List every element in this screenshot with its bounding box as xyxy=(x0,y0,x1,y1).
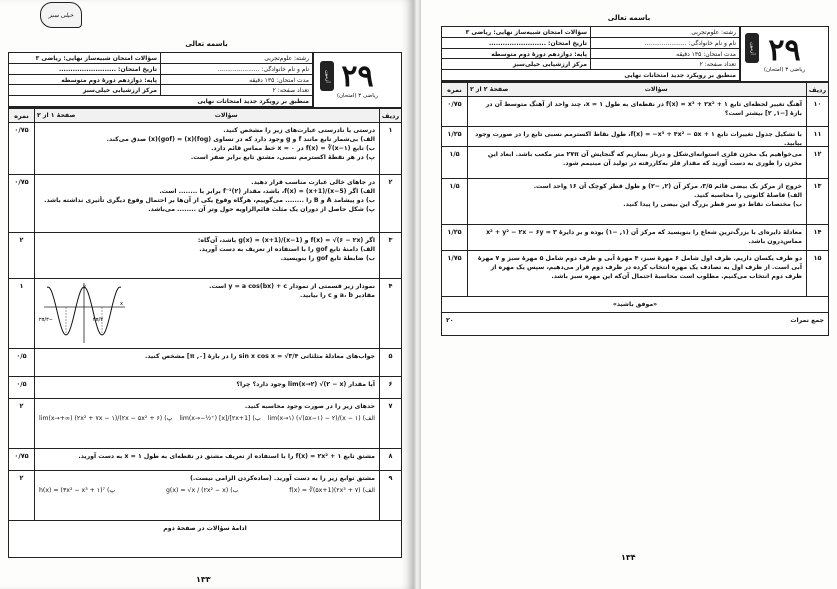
question-line: مقادیر a، b و c را بیابید. xyxy=(300,292,375,299)
header-cell: تعداد صفحه: ۲ xyxy=(161,85,313,96)
question-score: ۲ xyxy=(9,399,35,448)
question-number: ۲ xyxy=(379,175,401,232)
question-line: آهنگ تغییر لحظه‌ای تابع f(x) = x³ + ۲x² + ۱ در نقطه‌ای به طول x = ۱، چند واحد از آهنگ متوسط آن در بازهٔ [−۱, ۲] بیشتر است؟ xyxy=(485,101,802,117)
question-line: در جاهای خالی عبارت مناسب قرار دهید. xyxy=(251,179,375,186)
question-line: الف) فاصلهٔ کانونی را محاسبه کنید. xyxy=(694,192,802,199)
col-score-header: نمره xyxy=(9,109,35,122)
question-line: با تشکیل جدول تغییرات تابع f(x) = −x³ + ۴x² − ۵x + ۱، طول نقاط اکسترمم نسبی تابع را در صورت وجود بیابید. xyxy=(475,131,802,146)
azmoon-tag: آزمون xyxy=(320,61,334,91)
header-cell: پایه: دوازدهم دورهٔ دوم متوسطه xyxy=(9,75,161,86)
question-line: مشتق تابع f(x) = ۲x² + ۱ را با استفاده از تعریف مشتق در نقطه‌ای به طول ۱ = x به دست آورید. xyxy=(78,453,375,460)
question-text xyxy=(35,123,379,174)
question-row xyxy=(442,147,828,179)
question-text xyxy=(468,225,806,250)
question-score: ۰/۵ xyxy=(9,349,35,376)
question-number: ۱ xyxy=(379,123,401,174)
question-text xyxy=(35,175,379,232)
exam-number: ۲۹ xyxy=(768,32,801,68)
left-page xyxy=(0,0,413,589)
question-row xyxy=(9,233,401,279)
question-line: الف) بی‌شمار تابع مانند f و g وجود دارد که در تساوی (fog)(x) = (gof)(x) صدق می‌کند. xyxy=(106,136,375,143)
question-row xyxy=(442,97,828,127)
table-head-row xyxy=(9,109,401,123)
question-score: ۱/۵ xyxy=(442,147,468,178)
question-text xyxy=(35,377,379,398)
question-score: ۱ xyxy=(9,279,35,348)
question-line: آیا مقدار lim(x→۲) √(۲ − x) وجود دارد؟ چرا؟ xyxy=(236,381,375,388)
question-row xyxy=(9,123,401,175)
question-text xyxy=(468,179,806,224)
question-line: اگر f(x) = √(۶ − ۲x) و g(x) = (x+1)/(x−1) باشد، آن‌گاه: xyxy=(197,237,375,244)
header-cell: سؤالات امتحان شبیه‌ساز نهایی: ریاضی ۳ xyxy=(9,53,161,64)
bismillah: باسمه تعالی xyxy=(185,40,228,48)
exam-header xyxy=(441,26,829,82)
tick-label: ۲π/۳ xyxy=(92,317,103,323)
right-page xyxy=(421,0,837,589)
total-value: ۲۰ xyxy=(446,317,454,324)
question-line: مشتق توابع زیر را به دست آورید. (ساده‌کردن الزامی نیست.) xyxy=(190,475,375,482)
good-luck-note: «موفق باشید» xyxy=(612,301,658,308)
question-text xyxy=(468,97,806,126)
col-question-header xyxy=(35,109,379,122)
cosine-graph xyxy=(39,281,129,345)
header-cell: تاریخ امتحان: ......................... xyxy=(442,38,591,49)
question-number: ۱۳ xyxy=(806,179,828,224)
page-number: ۱۳۴ xyxy=(621,553,636,562)
header-grid xyxy=(442,27,740,81)
question-score: ۱/۲۵ xyxy=(442,127,468,146)
formula-row xyxy=(39,414,375,423)
question-number: ۵ xyxy=(379,349,401,376)
question-line: الف) دامنهٔ تابع gof را با استفاده از تعریف به دست آورید. xyxy=(199,246,375,253)
exam-number: ۲۹ xyxy=(341,58,374,94)
header-cell: سؤالات امتحان شبیه‌ساز نهایی: ریاضی ۳ xyxy=(442,27,591,38)
question-number: ۷ xyxy=(379,399,401,448)
formula-item: پ) h(x) = (۳x² − x³ + ۱)⁷ xyxy=(39,487,116,494)
question-score: ۰/۷۵ xyxy=(9,175,35,232)
header-cell: مرکز ارزشیابی خیلی‌سبز xyxy=(9,85,161,96)
question-text xyxy=(468,127,806,146)
question-line: نمودار زیر قسمتی از نمودار y = a cos(bx) + c است. xyxy=(209,283,375,290)
question-line: ب) ضابطهٔ تابع gof را بنویسید. xyxy=(280,255,375,262)
question-number: ۱۰ xyxy=(806,97,828,126)
header-footer: منطبق بر رویکرد جدید امتحانات نهایی xyxy=(9,96,313,107)
question-row xyxy=(442,127,828,147)
question-row xyxy=(9,399,401,449)
question-text xyxy=(35,471,379,520)
question-score: ۲ xyxy=(9,233,35,278)
question-row xyxy=(9,377,401,399)
total-cell xyxy=(442,313,828,328)
header-grid xyxy=(9,53,313,107)
page-indicator: صفحهٔ ۱ از ۲ xyxy=(37,112,76,119)
col-score-header: نمره xyxy=(442,83,468,96)
book-gutter xyxy=(413,0,421,589)
question-text xyxy=(35,399,379,448)
header-cell: نام و نام خانوادگی: ...................... xyxy=(591,38,740,49)
publisher-logo: خیلی سبز xyxy=(40,2,82,28)
question-number: ۹ xyxy=(379,471,401,520)
formula-item: ب) lim(x→−½⁺) [x]/[۲x+1] xyxy=(179,415,261,422)
question-line: پ) شکل حاصل از دوران یک مثلث قائم‌الزاویه حول وتر آن ........ می‌باشد. xyxy=(148,206,375,213)
questions-title: سؤالات xyxy=(644,86,668,93)
question-number: ۳ xyxy=(379,233,401,278)
question-text xyxy=(35,233,379,278)
question-row xyxy=(442,225,828,251)
question-score: ۱/۵ xyxy=(442,179,468,224)
col-question-header xyxy=(468,83,806,96)
question-row xyxy=(442,251,828,297)
col-no-header: ردیف xyxy=(806,83,828,96)
question-row xyxy=(9,279,401,349)
question-number: ۱۴ xyxy=(806,225,828,250)
question-line: ب) مختصات نقاط دو سر قطر بزرگ این بیضی را پیدا کنید. xyxy=(623,201,802,208)
y-axis-label: y xyxy=(83,284,86,290)
table-head-row xyxy=(442,83,828,97)
question-row xyxy=(9,471,401,521)
question-text xyxy=(35,449,379,470)
question-line: خروج از مرکز یک بیضی قائم ۳/۵، مرکز آن (۲, −۲) و طول قطر کوچک آن ۱۶ واحد است. xyxy=(533,183,802,190)
header-cell: مرکز ارزشیابی خیلی‌سبز xyxy=(442,59,591,70)
formula-item: پ) lim(x→+∞) (۲x² + ۷x − ۱)/(۲x − ۵x² + ۶) xyxy=(39,415,173,422)
question-line: پ) در هر نقطهٔ اکسترمم نسبی، مشتق تابع برابر صفر است. xyxy=(190,154,375,161)
question-number: ۱۵ xyxy=(806,251,828,296)
question-text xyxy=(35,349,379,376)
exam-subject-tag: ریاضی ۳ (امتحان) xyxy=(763,66,806,73)
question-text xyxy=(468,147,806,178)
header-cell: رشته: علوم‌تجربی xyxy=(591,27,740,38)
question-line: درستی یا نادرستی عبارت‌های زیر را مشخص کنید. xyxy=(223,127,375,134)
header-cell: رشته: علوم‌تجربی xyxy=(161,53,313,64)
question-line: ب) تابع f(x) = ∛(x−۱) در x = ۰ خط مماس قائم دارد. xyxy=(211,145,375,152)
question-score: ۲ xyxy=(9,471,35,520)
col-no-header: ردیف xyxy=(379,109,401,122)
question-row xyxy=(442,179,828,225)
question-text xyxy=(468,251,806,296)
exam-number-box xyxy=(740,27,828,81)
bismillah: باسمه تعالی xyxy=(607,14,651,22)
formula-item: الف) lim(x→۱) (√(۵x−۱) − ۲)/(x − ۱) xyxy=(267,415,375,422)
total-label: جمع نمرات xyxy=(790,317,824,324)
continue-note: ادامهٔ سؤالات در صفحهٔ دوم xyxy=(163,525,247,532)
header-cell: تعداد صفحه: ۲ xyxy=(591,59,740,70)
header-cell: مدت امتحان: ۱۳۵ دقیقه xyxy=(591,49,740,60)
exam-number-box xyxy=(313,53,401,107)
header-cell: نام و نام خانوادگی: ...................... xyxy=(161,64,313,75)
question-line: الف) اگر f(x) = (x+1)/(x−5)، باشد، مقدار f⁻¹(۲) برابر با ........ است. xyxy=(159,188,375,195)
question-line: می‌خواهیم یک مخزن فلزی استوانه‌ای‌شکل و درباز بسازیم که گنجایش آن ۲۷π متر مکعب باشد. ابعاد این مخزن را طوری به دست آورید که مقدار فلز به‌کاررفته در تولید آن مینیمم شود. xyxy=(487,151,802,167)
exam-header xyxy=(8,52,402,108)
question-number: ۱۱ xyxy=(806,127,828,146)
header-cell: تاریخ امتحان: ......................... xyxy=(9,64,161,75)
question-row xyxy=(9,175,401,233)
exam-subject-tag: ریاضی ۳ (امتحان) xyxy=(336,92,379,99)
formula-item: ب) g(x) = √x / (۲x² − x) xyxy=(166,487,239,494)
wish-row xyxy=(442,297,828,313)
question-line: دو ظرف یکسان داریم. ظرف اول شامل ۶ مهرهٔ سبز، ۴ مهرهٔ آبی و ظرف دوم شامل ۵ مهرهٔ سبز و ۷ مهرهٔ آبی است. از ظرف اول به تصادف یک مهره انتخاب کرده در ظرف دوم قرار می‌دهیم، سپس یک مهره از ظرف دوم انتخاب می‌کنیم. مطلوب است محاسبهٔ احتمال آن‌که این مهره سبز باشد. xyxy=(477,255,802,280)
question-row xyxy=(9,349,401,377)
page-indicator: صفحهٔ ۲ از ۲ xyxy=(470,86,509,93)
x-axis-label: x xyxy=(120,301,123,307)
question-score: ۱/۲۵ xyxy=(442,225,468,250)
continue-row xyxy=(9,521,401,536)
tick-label: −۲π/۳ xyxy=(39,317,53,323)
question-score: ۰/۵ xyxy=(9,377,35,398)
question-line: حدهای زیر را در صورت وجود محاسبه کنید. xyxy=(244,403,375,410)
question-number: ۴ xyxy=(379,279,401,348)
question-score: ۰/۷۵ xyxy=(442,97,468,126)
question-score: ۱/۷۵ xyxy=(442,251,468,296)
total-row xyxy=(442,313,828,328)
question-number: ۶ xyxy=(379,377,401,398)
page-number: ۱۳۳ xyxy=(196,575,211,584)
question-line: ب) دو پیشامد A و B را ........ می‌گوییم، هرگاه وقوع یکی از آن‌ها بر احتمال وقوع دیگری تأثیری نداشته باشد. xyxy=(44,197,375,204)
header-cell: مدت امتحان: ۱۳۵ دقیقه xyxy=(161,75,313,86)
question-line: معادلهٔ دایره‌ای با بزرگ‌ترین شعاع را بنویسید که مرکز آن (۱, −۱) بوده و بر دایرهٔ x² + y² − ۲x − ۶y = ۳ مماس‌درون باشد. xyxy=(486,229,802,245)
question-score: ۰/۷۵ xyxy=(9,123,35,174)
formula-row xyxy=(39,486,375,495)
question-number: ۱۲ xyxy=(806,147,828,178)
formula-item: الف) f(x) = ∛(۵x+1)(۲x³ + ۷) xyxy=(289,487,375,494)
questions-title: سؤالات xyxy=(214,112,238,119)
question-row xyxy=(9,449,401,471)
question-score: ۰/۷۵ xyxy=(9,449,35,470)
question-table xyxy=(8,108,402,558)
azmoon-tag: آزمون xyxy=(745,33,759,63)
question-table xyxy=(441,82,829,336)
header-cell: پایه: دوازدهم دورهٔ دوم متوسطه xyxy=(442,49,591,60)
question-line: جواب‌های معادلهٔ مثلثاتی sin x cos x = √۳/۴ را در بازهٔ [۰, π] مشخص کنید. xyxy=(144,353,375,360)
question-number: ۸ xyxy=(379,449,401,470)
header-footer: منطبق بر رویکرد جدید امتحانات نهایی xyxy=(442,70,740,81)
